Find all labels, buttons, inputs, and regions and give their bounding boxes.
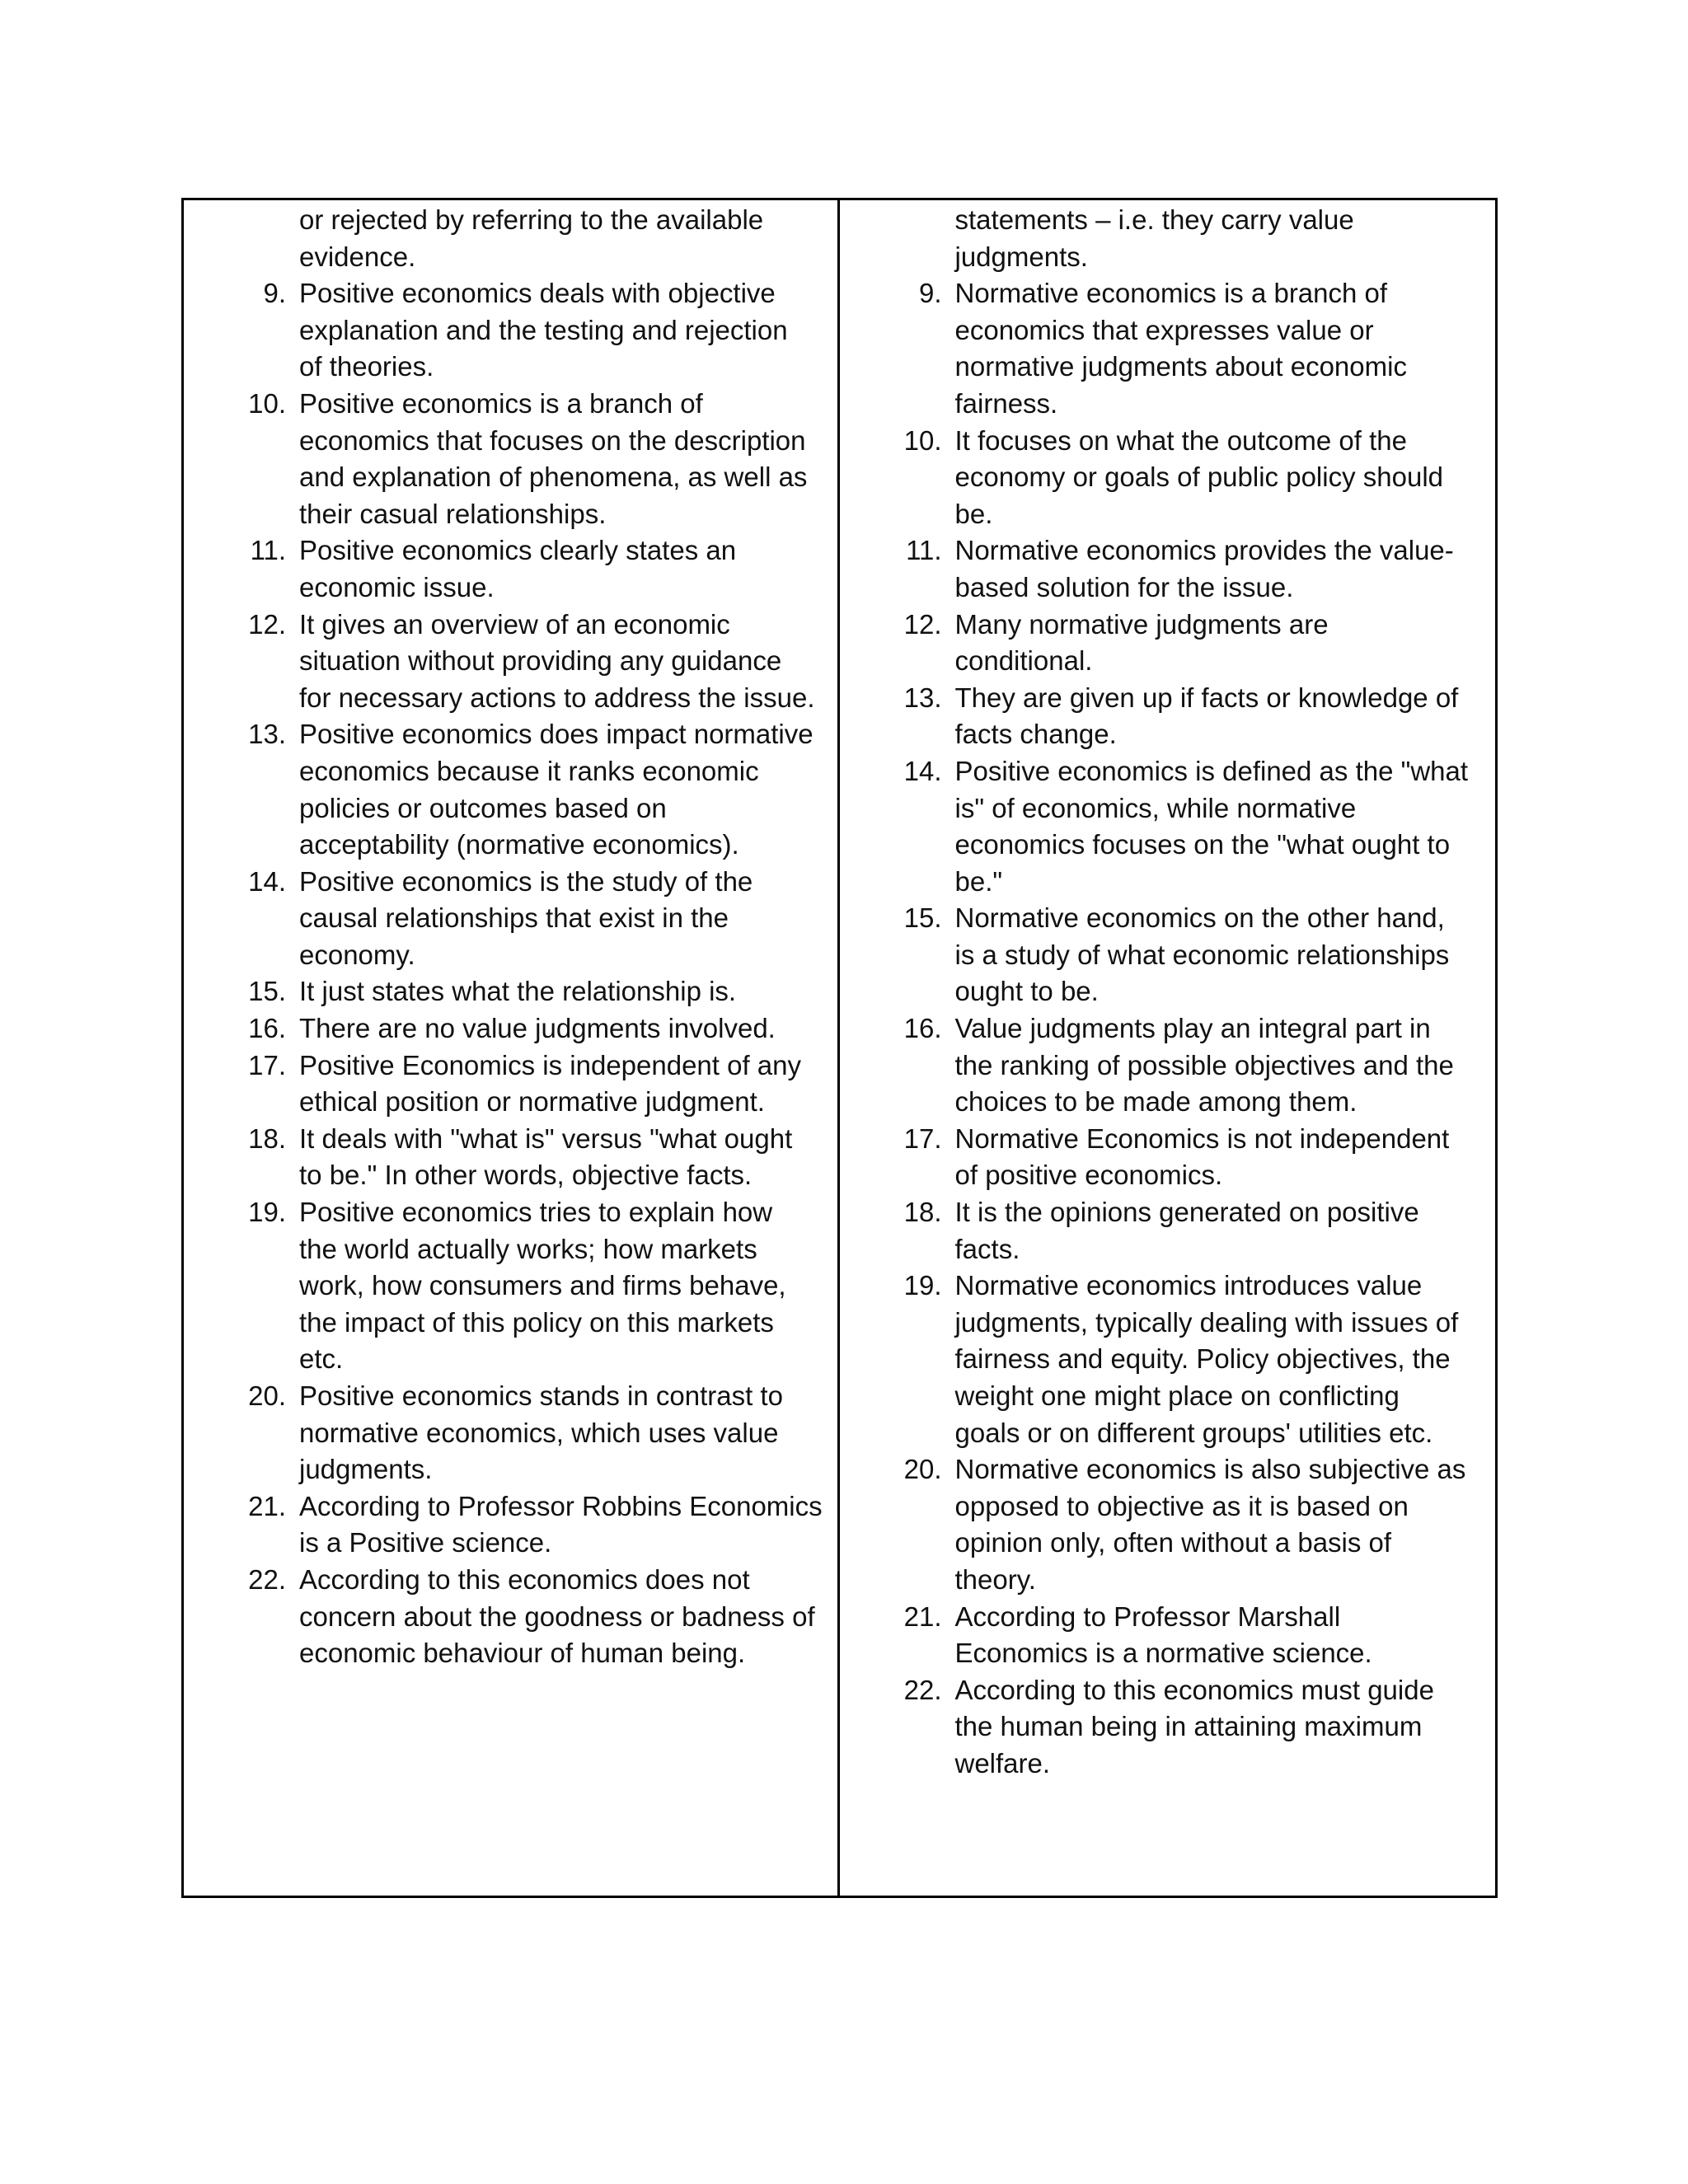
- list-item: [840, 423, 1496, 533]
- list-item-number: 11.: [906, 535, 942, 566]
- list-item-line: [184, 864, 837, 901]
- line-text: Normative Economics is not independent: [954, 1122, 1450, 1154]
- list-item-line: [840, 1708, 1496, 1746]
- line-text: based solution for the issue.: [954, 571, 1294, 602]
- list-item: [184, 275, 837, 386]
- list-item-line: [840, 532, 1496, 569]
- list-item-number: 13.: [903, 682, 942, 713]
- line-text: of theories.: [299, 351, 434, 382]
- list-item-line: [840, 1047, 1496, 1085]
- line-text: opposed to objective as it is based on: [954, 1490, 1409, 1521]
- list-item-line: [184, 1121, 837, 1158]
- line-text: conditional.: [954, 645, 1093, 677]
- left-cell-content: [184, 200, 837, 1672]
- list-item-line: [184, 607, 837, 644]
- list-item-line: [184, 716, 837, 753]
- list-item-line: [184, 937, 837, 974]
- list-item: [184, 1488, 837, 1562]
- list-item-line: [184, 1194, 837, 1231]
- list-item: [840, 1672, 1496, 1783]
- line-text: Normative economics provides the value-: [954, 535, 1454, 566]
- list-item: [840, 753, 1496, 900]
- list-item-line: [840, 1746, 1496, 1783]
- list-item-number: 12.: [248, 608, 286, 640]
- list-item-line: [184, 459, 837, 496]
- line-text: opinion only, often without a basis of: [954, 1527, 1392, 1558]
- continuation-line: [840, 202, 1496, 239]
- line-text: There are no value judgments involved.: [299, 1013, 776, 1044]
- list-item-line: [184, 386, 837, 423]
- list-item-line: [840, 973, 1496, 1010]
- line-text: concern about the goodness or badness of: [299, 1601, 815, 1632]
- line-text: goals or on different groups' utilities etc.: [954, 1417, 1433, 1448]
- list-item-number: 18.: [903, 1197, 942, 1228]
- line-text: It gives an overview of an economic: [299, 608, 730, 640]
- list-item-line: [840, 1084, 1496, 1121]
- line-text: choices to be made among them.: [954, 1086, 1357, 1118]
- list-item: [840, 275, 1496, 422]
- list-item-number: 9.: [918, 278, 942, 309]
- line-text: According to Professor Marshall: [954, 1601, 1341, 1632]
- list-item: [184, 607, 837, 717]
- line-text: economics that focuses on the description: [299, 424, 806, 456]
- list-item-line: [840, 1451, 1496, 1488]
- line-text: be.: [954, 498, 993, 529]
- line-text: Economics is a normative science.: [954, 1638, 1372, 1669]
- line-text: According to this economics does not: [299, 1563, 750, 1595]
- list-item-line: [840, 312, 1496, 349]
- list-item-line: [184, 900, 837, 937]
- list-item-number: 22.: [903, 1674, 942, 1705]
- list-item: [840, 1121, 1496, 1194]
- list-item-line: [840, 349, 1496, 386]
- list-item-number: 17.: [903, 1122, 942, 1154]
- list-item-line: [184, 1047, 837, 1085]
- list-item-number: 19.: [903, 1270, 942, 1301]
- line-text: ethical position or normative judgment.: [299, 1086, 765, 1118]
- line-text: Positive economics clearly states an: [299, 535, 737, 566]
- list-item-line: [184, 1231, 837, 1268]
- list-item-line: [840, 900, 1496, 937]
- line-text: theory.: [954, 1563, 1036, 1595]
- line-text: and explanation of phenomena, as well as: [299, 462, 808, 493]
- comparison-table: [181, 198, 1498, 1898]
- list-item: [840, 1599, 1496, 1672]
- line-text: It deals with "what is" versus "what ought: [299, 1122, 793, 1154]
- list-item: [184, 1562, 837, 1672]
- list-item: [840, 532, 1496, 606]
- line-text: economy.: [299, 939, 415, 970]
- list-item-line: [184, 423, 837, 460]
- list-item-number: 15.: [903, 902, 942, 934]
- list-item-number: 18.: [248, 1122, 286, 1154]
- list-item-line: [840, 1525, 1496, 1562]
- line-text: judgments.: [299, 1454, 433, 1485]
- list-item-line: [184, 275, 837, 312]
- list-item-line: [840, 569, 1496, 607]
- list-item-line: [840, 1010, 1496, 1047]
- list-item: [840, 1194, 1496, 1268]
- right-cell-content: [840, 200, 1496, 1783]
- list-item-line: [184, 1415, 837, 1452]
- line-text: Positive economics is defined as the "what: [954, 755, 1469, 786]
- line-text: Normative economics on the other hand,: [954, 902, 1445, 934]
- list-item: [184, 1010, 837, 1047]
- line-text: Positive economics deals with objective: [299, 278, 776, 309]
- list-item-number: 20.: [903, 1454, 942, 1485]
- list-item-line: [184, 1488, 837, 1526]
- line-text: to be." In other words, objective facts.: [299, 1160, 753, 1191]
- line-text: economic issue.: [299, 571, 495, 602]
- list-item-number: 16.: [248, 1013, 286, 1044]
- line-text: situation without providing any guidance: [299, 645, 782, 677]
- line-text: Value judgments play an integral part in: [954, 1013, 1431, 1044]
- list-item: [184, 532, 837, 606]
- line-text: explanation and the testing and rejection: [299, 314, 788, 345]
- list-item-number: 12.: [903, 608, 942, 640]
- line-text: economy or goals of public policy should: [954, 462, 1444, 493]
- line-text: ought to be.: [954, 976, 1099, 1007]
- line-text: economics focuses on the "what ought to: [954, 829, 1451, 860]
- list-item-line: [184, 790, 837, 827]
- line-text: the human being in attaining maximum: [954, 1711, 1423, 1742]
- continuation-line: [184, 202, 837, 239]
- line-text: causal relationships that exist in the: [299, 902, 729, 934]
- list-item-line: [840, 1599, 1496, 1636]
- line-text: Normative economics introduces value: [954, 1270, 1423, 1301]
- line-text: statements – i.e. they carry value: [954, 204, 1354, 235]
- line-text: According to this economics must guide: [954, 1674, 1434, 1705]
- list-item-line: [840, 423, 1496, 460]
- list-item: [184, 716, 837, 863]
- line-text: of positive economics.: [954, 1160, 1223, 1191]
- line-text: Positive Economics is independent of any: [299, 1049, 802, 1080]
- list-item-number: 15.: [248, 976, 286, 1007]
- line-text: Positive economics is a branch of: [299, 387, 703, 419]
- list-item-line: [840, 386, 1496, 423]
- line-text: the impact of this policy on this markets: [299, 1306, 774, 1338]
- list-item-line: [840, 1268, 1496, 1305]
- list-item-number: 13.: [248, 719, 286, 750]
- list-item-line: [184, 1084, 837, 1121]
- line-text: Positive economics does impact normative: [299, 719, 814, 750]
- line-text: Many normative judgments are: [954, 608, 1329, 640]
- line-text: It is the opinions generated on positive: [954, 1197, 1419, 1228]
- list-item: [840, 1268, 1496, 1451]
- list-item-line: [840, 496, 1496, 533]
- line-text: policies or outcomes based on: [299, 792, 667, 823]
- list-item-number: 22.: [248, 1563, 286, 1595]
- line-text: judgments, typically dealing with issues of: [954, 1306, 1459, 1338]
- continuation-line: [184, 239, 837, 276]
- list-item: [184, 864, 837, 974]
- list-item-number: 10.: [903, 424, 942, 456]
- list-item-number: 20.: [248, 1380, 286, 1411]
- list-item-line: [840, 1305, 1496, 1342]
- line-text: fairness and equity. Policy objectives, the: [954, 1343, 1451, 1375]
- list-item-line: [184, 312, 837, 349]
- list-item-number: 17.: [248, 1049, 286, 1080]
- list-item: [840, 900, 1496, 1010]
- list-item-line: [184, 1599, 837, 1636]
- list-item-line: [184, 973, 837, 1010]
- list-item-line: [184, 827, 837, 864]
- line-text: normative economics, which uses value: [299, 1417, 779, 1448]
- list-item-line: [840, 1672, 1496, 1709]
- list-item-line: [840, 1415, 1496, 1452]
- line-text: Positive economics is the study of the: [299, 865, 753, 897]
- list-item-line: [840, 607, 1496, 644]
- line-text: According to Professor Robbins Economics: [299, 1490, 823, 1521]
- list-item-line: [840, 790, 1496, 827]
- list-item-number: 9.: [263, 278, 286, 309]
- list-item-line: [840, 864, 1496, 901]
- line-text: facts.: [954, 1233, 1020, 1264]
- line-text: economic behaviour of human being.: [299, 1638, 746, 1669]
- list-item: [184, 386, 837, 532]
- line-text: the ranking of possible objectives and the: [954, 1049, 1454, 1080]
- list-item-line: [840, 680, 1496, 717]
- list-item-line: [184, 680, 837, 717]
- line-text: acceptability (normative economics).: [299, 829, 739, 860]
- list-item-line: [840, 1635, 1496, 1672]
- list-item-line: [840, 937, 1496, 974]
- positive-economics-column: [184, 200, 840, 1896]
- line-text: work, how consumers and firms behave,: [299, 1270, 786, 1301]
- list-item-line: [184, 1562, 837, 1599]
- line-text: Normative economics is a branch of: [954, 278, 1388, 309]
- list-item-line: [184, 1341, 837, 1378]
- line-text: facts change.: [954, 719, 1117, 750]
- list-item-line: [184, 569, 837, 607]
- list-item-number: 21.: [903, 1601, 942, 1632]
- list-item-line: [840, 275, 1496, 312]
- line-text: is" of economics, while normative: [954, 792, 1357, 823]
- normative-economics-column: [840, 200, 1496, 1896]
- line-text: evidence.: [299, 241, 416, 272]
- list-item-number: 14.: [248, 865, 286, 897]
- line-text: be.": [954, 865, 1003, 897]
- list-item-number: 16.: [903, 1013, 942, 1044]
- list-item: [184, 1121, 837, 1194]
- line-text: normative judgments about economic: [954, 351, 1407, 382]
- line-text: etc.: [299, 1343, 344, 1375]
- list-item-line: [840, 1231, 1496, 1268]
- list-item-line: [840, 643, 1496, 680]
- continuation-line: [840, 239, 1496, 276]
- list-item-line: [840, 459, 1496, 496]
- list-item: [840, 607, 1496, 680]
- list-item-line: [184, 1305, 837, 1342]
- line-text: They are given up if facts or knowledge of: [954, 682, 1459, 713]
- list-item-line: [184, 1635, 837, 1672]
- list-item: [840, 1010, 1496, 1121]
- list-item-line: [184, 1378, 837, 1415]
- list-item-line: [184, 753, 837, 790]
- line-text: is a study of what economic relationships: [954, 939, 1450, 970]
- list-item: [840, 1451, 1496, 1598]
- list-item-line: [840, 1341, 1496, 1378]
- line-text: the world actually works; how markets: [299, 1233, 757, 1264]
- list-item-line: [184, 349, 837, 386]
- list-item-line: [184, 1451, 837, 1488]
- line-text: economics because it ranks economic: [299, 755, 759, 786]
- line-text: for necessary actions to address the issue.: [299, 682, 815, 713]
- list-item-line: [840, 1562, 1496, 1599]
- list-item-line: [840, 753, 1496, 790]
- line-text: Positive economics stands in contrast to: [299, 1380, 783, 1411]
- list-item-line: [184, 643, 837, 680]
- line-text: It focuses on what the outcome of the: [954, 424, 1407, 456]
- list-item-line: [184, 532, 837, 569]
- list-item-line: [840, 1121, 1496, 1158]
- list-item-line: [840, 827, 1496, 864]
- list-item-line: [184, 1157, 837, 1194]
- list-item-number: 11.: [250, 535, 286, 566]
- line-text: weight one might place on conflicting: [954, 1380, 1400, 1411]
- line-text: or rejected by referring to the available: [299, 204, 764, 235]
- line-text: their casual relationships.: [299, 498, 607, 529]
- list-item-line: [840, 1378, 1496, 1415]
- list-item-line: [184, 496, 837, 533]
- list-item-number: 14.: [903, 755, 942, 786]
- list-item: [184, 1047, 837, 1121]
- list-item: [184, 1378, 837, 1488]
- line-text: Positive economics tries to explain how: [299, 1197, 773, 1228]
- list-item-line: [840, 1488, 1496, 1526]
- list-item-line: [840, 716, 1496, 753]
- list-item: [184, 973, 837, 1010]
- line-text: economics that expresses value or: [954, 314, 1374, 345]
- list-item: [840, 680, 1496, 753]
- list-item-number: 21.: [248, 1490, 286, 1521]
- list-item: [184, 1194, 837, 1378]
- line-text: welfare.: [954, 1747, 1051, 1779]
- line-text: judgments.: [954, 241, 1088, 272]
- list-item-line: [840, 1157, 1496, 1194]
- list-item-number: 19.: [248, 1197, 286, 1228]
- list-item-line: [184, 1010, 837, 1047]
- line-text: It just states what the relationship is.: [299, 976, 737, 1007]
- line-text: fairness.: [954, 387, 1058, 419]
- list-item-line: [184, 1268, 837, 1305]
- line-text: Normative economics is also subjective as: [954, 1454, 1466, 1485]
- line-text: is a Positive science.: [299, 1527, 552, 1558]
- list-item-line: [184, 1525, 837, 1562]
- list-item-number: 10.: [248, 387, 286, 419]
- list-item-line: [840, 1194, 1496, 1231]
